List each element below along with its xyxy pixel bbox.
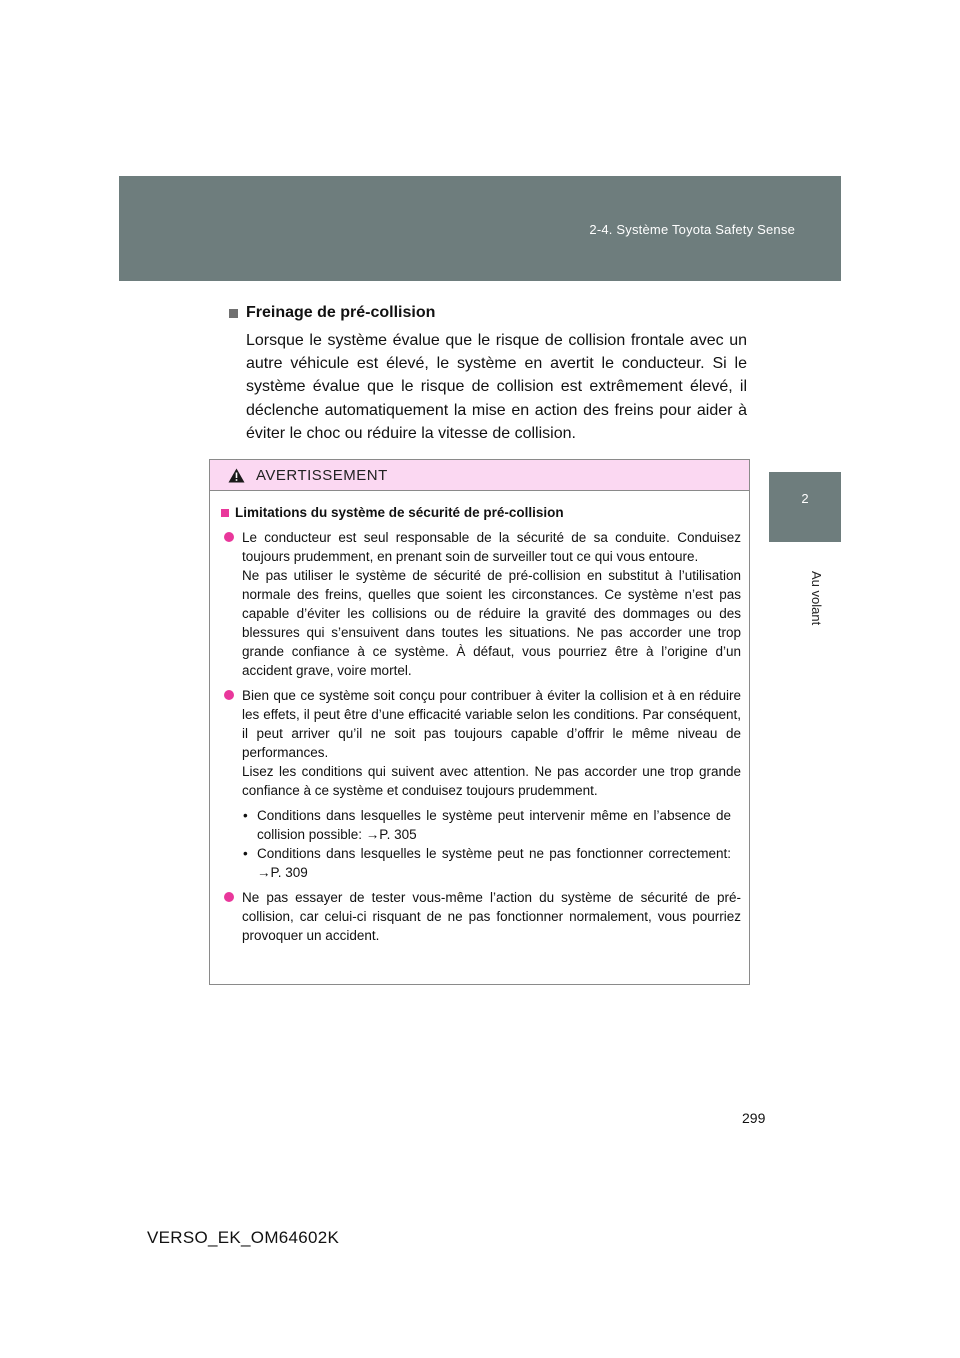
warning-subitem-2 bbox=[221, 844, 741, 882]
warning-title: AVERTISSEMENT bbox=[256, 466, 388, 484]
warning-subheading bbox=[221, 503, 741, 522]
pink-dot-bullet-icon bbox=[224, 532, 234, 542]
warning-item-3-para-1: Ne pas essayer de tester vous-même l’action du système de sécurité de pré-collision, car celui-ci risquant de ne pas fonctionner normalement, vous pourriez provoquer un accident. bbox=[242, 890, 741, 943]
page-number: 299 bbox=[742, 1110, 766, 1126]
warning-header bbox=[210, 460, 749, 491]
warning-item-2-para-1: Bien que ce système soit conçu pour contribuer à éviter la collision et à en réduire les effets, il peut être d’une efficacité variable selon les conditions. Par conséquent, il peut arriver qu’il ne soit pas toujours capable d’offrir le même niveau de performances. bbox=[242, 688, 741, 760]
doc-code: VERSO_EK_OM64602K bbox=[147, 1228, 340, 1247]
warning-subheading-text: Limitations du système de sécurité de pré-collision bbox=[235, 505, 564, 520]
warning-item-2 bbox=[221, 686, 741, 800]
warning-subitem-1 bbox=[221, 806, 741, 844]
small-bullet-icon: • bbox=[243, 808, 248, 823]
pink-square-bullet-icon bbox=[221, 509, 229, 517]
section-heading-text: Freinage de pré-collision bbox=[246, 304, 436, 321]
warning-subitem-1-text: Conditions dans lesquelles le système peut intervenir même en l’absence de collision possible: →P. 305 bbox=[257, 808, 731, 842]
warning-item-1-para-1: Le conducteur est seul responsable de la sécurité de sa conduite. Conduisez toujours prudemment, en prenant soin de surveiller tout ce qui vous entoure. bbox=[242, 530, 741, 564]
warning-content bbox=[210, 491, 749, 945]
chapter-tab bbox=[769, 472, 841, 542]
pink-dot-bullet-icon bbox=[224, 690, 234, 700]
chapter-number: 2 bbox=[801, 491, 809, 506]
warning-box bbox=[209, 459, 750, 985]
square-bullet-icon bbox=[229, 309, 238, 318]
section-pre-collision-braking bbox=[229, 304, 747, 445]
pink-dot-bullet-icon bbox=[224, 892, 234, 902]
warning-item-1-para-2: Ne pas utiliser le système de sécurité de pré-collision en substitut à l’utilisation normale des freins, quelles que soient les circonstances. Ce système n’est pas capable d’éviter les collisions ou de réduire la gravité des dommages ou des blessures qui s’ensuivent dans toutes les situations. Ne pas accorder une trop grande confiance à ce système. À défaut, vous pourriez être à l’origine d’un accident grave, voire mortel. bbox=[242, 568, 741, 678]
warning-sublist bbox=[221, 806, 741, 882]
section-heading bbox=[229, 304, 747, 322]
small-bullet-icon: • bbox=[243, 846, 248, 861]
header-band bbox=[119, 176, 841, 281]
warning-item-2-para-2: Lisez les conditions qui suivent avec attention. Ne pas accorder une trop grande confiance à ce système et conduisez toujours prudemment. bbox=[242, 764, 741, 798]
chapter-label: Au volant bbox=[809, 570, 824, 626]
section-body: Lorsque le système évalue que le risque de collision frontale avec un autre véhicule est élevé, le système en avertit le conducteur. Si le système évalue que le risque de collision est extrêmement élevé, il déclenche automatiquement la mise en action des freins pour aider à éviter le choc ou réduire la vitesse de collision. bbox=[246, 332, 747, 442]
header-section-title: 2-4. Système Toyota Safety Sense bbox=[589, 222, 795, 237]
warning-item-3 bbox=[221, 888, 741, 945]
warning-subitem-2-text: Conditions dans lesquelles le système peut ne pas fonctionner correctement: →P. 309 bbox=[257, 846, 731, 880]
warning-item-1 bbox=[221, 528, 741, 680]
warning-triangle-icon bbox=[228, 468, 245, 483]
